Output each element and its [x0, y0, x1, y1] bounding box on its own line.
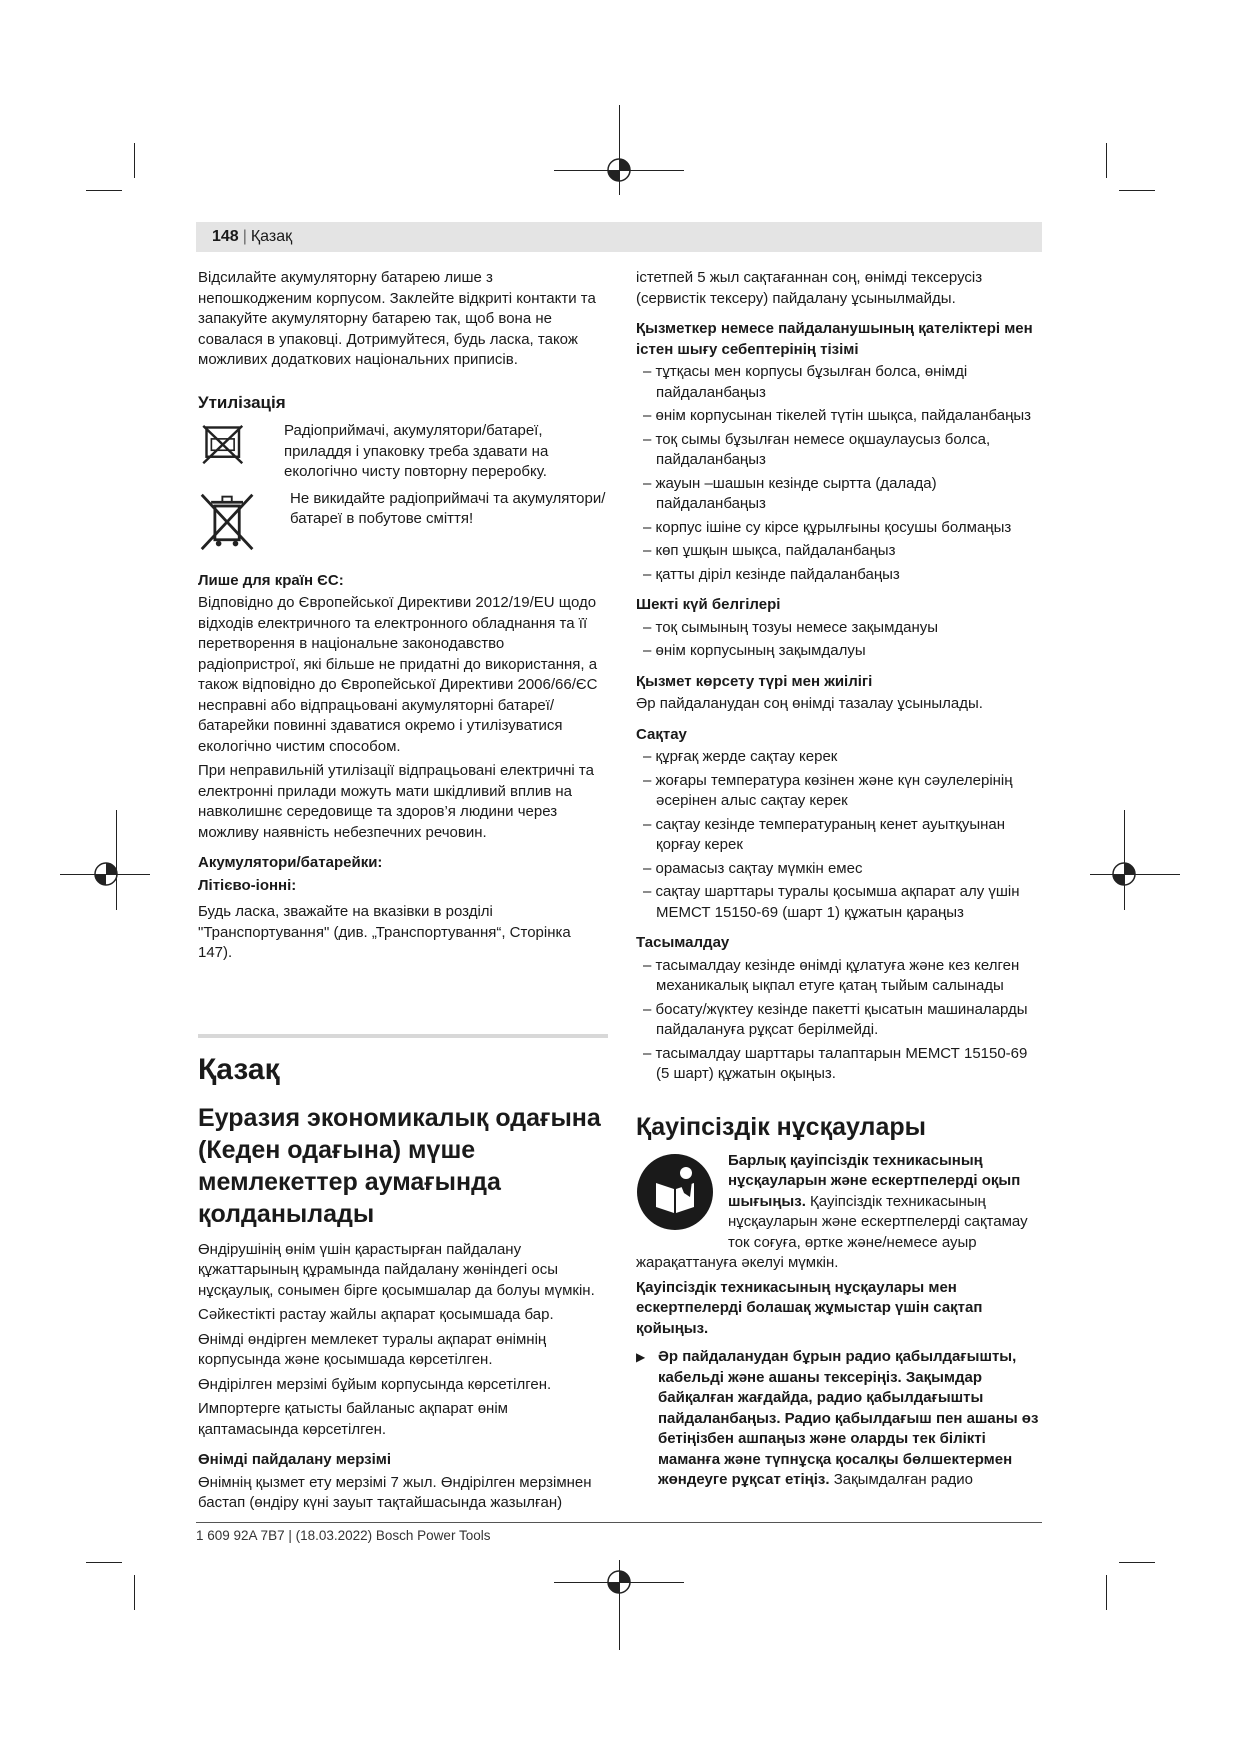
page-number: 148	[212, 228, 239, 245]
kazakh-section-title: Қазақ	[198, 1052, 280, 1086]
footer-rule	[196, 1522, 1042, 1523]
registration-line	[1124, 810, 1125, 910]
eu-text: Відповідно до Європейської Директиви 2012/19/EU щодо відходів електричного та електронного обладнання та її перетворення в національне законодавство радіопристрої, які більше не придатні до використання, а також відповідно до Європейської Директиви 2006/66/ЄС несправні або відпрацьовані акумуляторні батареї/батарейки повинні здаватися окремо і утилізуватися екологічно чистим способом.	[198, 594, 598, 755]
utilization-row-2	[198, 489, 608, 553]
storage-heading: Сақтау	[636, 725, 687, 743]
section-divider	[198, 1034, 608, 1038]
recycling-crossed-box-icon	[200, 421, 252, 473]
safety-heading: Қауіпсіздік нұсқаулары	[636, 1112, 926, 1141]
page-header	[196, 222, 1042, 252]
list-item: – сақтау шарттары туралы қосымша ақпарат алу үшін МЕМСТ 15150-69 (шарт 1) құжатын қараңыз	[636, 882, 1042, 923]
list-item: – жоғары температура көзінен және күн сәулелерінің әсерінен алыс сақтау керек	[636, 771, 1042, 812]
list-item: – сақтау кезінде температураның кенет ауытқуынан қорғау керек	[636, 815, 1042, 856]
crop-mark	[86, 1562, 122, 1563]
improper-disposal-text: При неправильній утилізації відпрацьовані електричні та електронні прилади можуть мати шкідливий вплив на навколишнє середовище та здоров’я людини через можливу наявність небезпечних речовин.	[198, 762, 594, 841]
transport-list	[636, 956, 1042, 1085]
eaeu-paragraph-3: Өнімді өндірген мемлекет туралы ақпарат өнімнің корпусында және қосымшада көрсетілген.	[198, 1330, 547, 1368]
registration-mark-icon	[93, 861, 119, 887]
crop-mark	[1119, 1562, 1155, 1563]
eaeu-paragraph-1: Өндірушінің өнім үшін қарастырған пайдалану құжаттарының құрамында пайдалану жөніндегі осы нұсқаулық, сонымен бірге қосымшалар да болуы мүмкін.	[198, 1240, 595, 1299]
list-item: – жауын –шашын кезінде сыртта (далада) пайдаланбаңыз	[636, 474, 1042, 515]
left-column	[198, 268, 608, 1518]
list-item: – тоқ сымы бұзылған немесе оқшаулаусыз болса, пайдаланбаңыз	[636, 430, 1042, 471]
transport-heading: Тасымалдау	[636, 934, 730, 951]
read-manual-icon	[636, 1153, 714, 1231]
eaeu-paragraph-2: Сәйкестікті растау жайлы ақпарат қосымшада бар.	[198, 1306, 554, 1323]
list-item: – тоқ сымының тозуы немесе зақымдануы	[636, 618, 1042, 639]
li-ion-text: Будь ласка, зважайте на вказівки в розділі "Транспортування" (див. „Транспортування“, Сторінка 147).	[198, 903, 571, 961]
header-separator: |	[242, 228, 247, 245]
limit-heading: Шекті күй белгілері	[636, 596, 781, 613]
page-footer: 1 609 92A 7B7 | (18.03.2022) Bosch Power Tools	[196, 1528, 491, 1543]
errors-list	[636, 362, 1042, 585]
list-item: – тасымалдау шарттары талаптарын МЕМСТ 15150-69 (5 шарт) құжатын оқыңыз.	[636, 1044, 1042, 1085]
list-item: – тасымалдау кезінде өнімді құлатуға және кез келген механикалық ықпал етуге қатаң тыйым салынады	[636, 956, 1042, 997]
utilization-row-1	[198, 421, 608, 483]
safety-bold-1: Барлық қауіпсіздік техникасының нұсқауларын және ескертпелерді оқып шығыңыз.	[728, 1151, 1021, 1210]
crossed-bin-icon	[198, 489, 258, 553]
list-item: – көп ұшқын шықса, пайдаланбаңыз	[636, 541, 1042, 562]
service-text: Әр пайдаланудан соң өнімді тазалау ұсынылады.	[636, 695, 983, 712]
bullet-bold: Әр пайдаланудан бұрын радио қабылдағышты, кабельді және ашаны тексеріңіз. Зақымдар байқалған жағдайда, радио қабылдағышты пайдаланбаңыз. Радио қабылдағыш пен ашаны өз бетіңізбен ашпаңыз және оларды тек білікті маманға және түпнұсқа қосалқы бөлшектермен жөндеуге рұқсат етіңіз.	[658, 1348, 1039, 1488]
crop-mark	[1106, 143, 1107, 178]
errors-heading: Қызметкер немесе пайдаланушының қателіктері мен істен шығу себептерінің тізімі	[636, 320, 1033, 358]
list-item: – өнім корпусынан тікелей түтін шықса, пайдаланбаңыз	[636, 406, 1042, 427]
continuation-text: істетпей 5 жыл сақтағаннан соң, өнімді тексерусіз (сервистік тексеру) пайдалану ұсынылмайды.	[636, 269, 983, 307]
eaeu-paragraph-5: Импортерге қатысты байланыс ақпарат өнім қаптамасында көрсетілген.	[198, 1400, 508, 1438]
safety-block	[636, 1151, 1042, 1340]
safety-bold-2: Қауіпсіздік техникасының нұсқаулары мен ескертпелерді болашақ жұмыстар үшін сақтап қойыңыз.	[636, 1278, 983, 1337]
list-item: – қатты діріл кезінде пайдаланбаңыз	[636, 565, 1042, 586]
registration-mark-icon	[1111, 861, 1137, 887]
list-item: – босату/жүктеу кезінде пакетті қысатын машиналарды пайдалануға рұқсат берілмейді.	[636, 1000, 1042, 1041]
crop-mark	[1106, 1575, 1107, 1610]
bullet-normal: Зақымдалған радио	[829, 1471, 974, 1488]
utilization-text-1: Радіоприймачі, акумулятори/батареї, приладдя і упаковку треба здавати на екологічно чисту повторну переробку.	[284, 422, 549, 480]
registration-line	[116, 810, 117, 910]
intro-text: Відсилайте акумуляторну батарею лише з непошкодженим корпусом. Заклейте відкриті контакти та запакуйте акумуляторну батарею так, щоб вона не совалася в упаковці. Дотримуйтеся, будь ласка, також можливих додаткових національних приписів.	[198, 269, 596, 368]
right-column	[636, 268, 1042, 1491]
utilization-heading: Утилізація	[198, 392, 286, 412]
crop-mark	[1119, 190, 1155, 191]
safety-bullet-text	[658, 1347, 1042, 1491]
safety-bullet	[636, 1347, 1042, 1491]
storage-list	[636, 747, 1042, 923]
list-item: – орамасыз сақтау мүмкін емес	[636, 859, 1042, 880]
limit-list	[636, 618, 1042, 662]
header-section: Қазақ	[250, 228, 293, 245]
crop-mark	[86, 190, 122, 191]
list-item: – өнім корпусының зақымдалуы	[636, 641, 1042, 662]
utilization-text-2: Не викидайте радіоприймачі та акумулятори/батареї в побутове сміття!	[290, 489, 606, 527]
lifetime-text: Өнімнің қызмет ету мерзімі 7 жыл. Өндірілген мерзімнен бастап (өндіру күні зауыт тақтайшасында жазылған)	[198, 1473, 592, 1511]
list-item: – корпус ішіне су кірсе құрылғыны қосушы болмаңыз	[636, 518, 1042, 539]
bullet-marker-icon: ▶	[636, 1350, 646, 1364]
registration-mark-icon	[606, 157, 632, 183]
eaeu-paragraph-4: Өндірілген мерзімі бұйым корпусында көрсетілген.	[198, 1375, 552, 1393]
registration-mark-icon	[606, 1569, 632, 1595]
service-heading: Қызмет көрсету түрі мен жиілігі	[636, 672, 873, 690]
li-ion-heading: Літієво-іонні:	[198, 876, 297, 894]
list-item: – құрғақ жерде сақтау керек	[636, 747, 1042, 768]
crop-mark	[134, 1575, 135, 1610]
list-item: – тұтқасы мен корпусы бұзылған болса, өнімді пайдаланбаңыз	[636, 362, 1042, 403]
eu-heading: Лише для країн ЄС:	[198, 571, 344, 589]
eaeu-heading: Еуразия экономикалық одағына (Кеден одағына) мүше мемлекеттер аумағында қолданылады	[198, 1103, 601, 1228]
safety-normal-1: Қауіпсіздік техникасының нұсқауларын және ескертпелерді сақтамау ток соғуға, өртке және/немесе ауыр жарақаттануға әкелуі мүмкін.	[636, 1192, 1028, 1271]
batteries-heading: Акумулятори/батарейки:	[198, 854, 383, 871]
crop-mark	[134, 143, 135, 178]
lifetime-heading: Өнімді пайдалану мерзімі	[198, 1451, 392, 1468]
